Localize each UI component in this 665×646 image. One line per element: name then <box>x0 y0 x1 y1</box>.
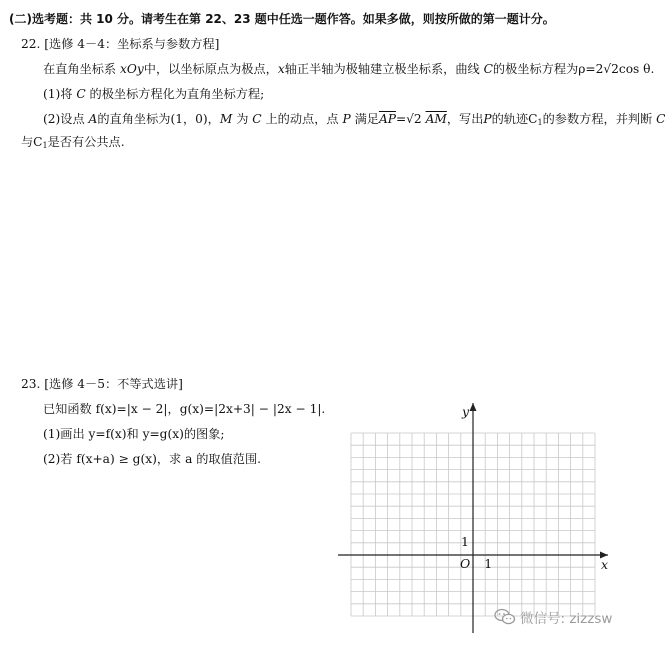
y-axis-arrow <box>470 403 477 411</box>
vector-ap: $\overline{AP}$ <box>378 112 396 126</box>
x-axis-label: x <box>601 557 609 572</box>
origin-label: O <box>460 556 471 571</box>
q23-part2: (2)若 f(x+a) ≥ g(x)，求 a 的取值范围. <box>43 452 262 466</box>
q22-intro: 在直角坐标系 xOy中，以坐标原点为极点，x轴正半轴为极轴建立极坐标系，曲线 C的极坐标方程为ρ=2√2cos θ. <box>43 62 655 76</box>
q22-part2-cont: 与$C_1$是否有公共点. <box>21 135 125 150</box>
wechat-icon <box>494 608 516 626</box>
y-tick-label: 1 <box>461 533 469 549</box>
q23-given: 已知函数 f(x)=|x − 2|，g(x)=|2x+3| − |2x − 1|. <box>43 402 326 416</box>
q22-part2: (2)设点 A的直角坐标为(1，0)，M 为 C 上的动点，点 P 满足$\overline{AP}=√2$ $\overline{AM}$，写出P的轨迹$C_1$的参数方程，并判断 C <box>43 112 665 127</box>
y-axis-label: y <box>462 404 470 419</box>
q23-title: 23. [选修 4－5：不等式选讲] <box>21 377 183 391</box>
x-tick-label: 1 <box>484 556 493 571</box>
q22-title: 22. [选修 4－4：坐标系与参数方程] <box>21 37 220 51</box>
q22-part1: (1)将 C 的极坐标方程化为直角坐标方程; <box>43 87 265 101</box>
watermark-text: 微信号: zizzsw <box>520 611 613 627</box>
watermark <box>494 607 612 627</box>
vector-am: $\overline{AM}$ <box>425 112 447 126</box>
section-header: (二)选考题：共 10 分。请考生在第 22、23 题中任选一题作答。如果多做，则按所做的第一题计分。 <box>9 12 555 26</box>
grid-svg <box>336 400 616 635</box>
q23-part1: (1)画出 y=f(x)和 y=g(x)的图象; <box>43 427 225 441</box>
coordinate-grid <box>336 400 616 635</box>
